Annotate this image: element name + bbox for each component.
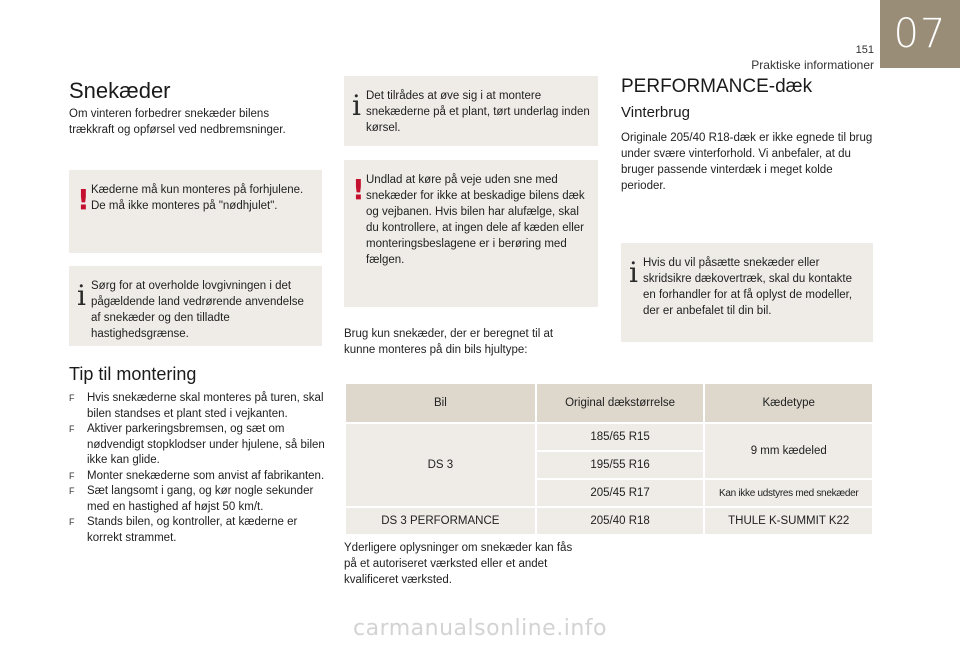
table-row bbox=[346, 424, 872, 450]
section-title-fitting-tips: Tip til montering bbox=[69, 364, 197, 384]
column-header-tyre-size: Original dækstørrelse bbox=[537, 384, 704, 422]
section-title-snow-chains: Snekæder bbox=[69, 78, 171, 103]
list-item: F Aktiver parkeringsbremsen, og sæt om nødvendigt stopklodser under hjulene, så bilen ikke kan glide. bbox=[69, 423, 325, 466]
info-note-text: Hvis du vil påsætte snekæder eller skridsikre dækovertræk, skal du kontakte en forhandler for at få oplyst de modeller, der er anbefalet til din bil. bbox=[643, 257, 853, 317]
warning-icon: ! bbox=[77, 183, 90, 216]
warning-note-front-wheels bbox=[69, 170, 322, 253]
bullet-arrow-icon: F bbox=[69, 393, 75, 403]
bullet-arrow-icon: F bbox=[69, 424, 75, 434]
info-icon: i bbox=[629, 256, 638, 289]
warning-icon: ! bbox=[352, 173, 365, 206]
use-chains-text: Brug kun snekæder, der er beregnet til at kunne monteres på din bils hjultype: bbox=[344, 328, 554, 356]
info-note-practice bbox=[344, 76, 598, 146]
warning-note-no-snow bbox=[344, 160, 598, 307]
info-note-text: Det tilrådes at øve sig i at montere snekæderne på et plant, tørt underlag inden kørsel. bbox=[366, 90, 590, 134]
bullet-arrow-icon: F bbox=[69, 470, 75, 481]
info-icon: i bbox=[352, 89, 361, 122]
info-note-text: Sørg for at overholde lovgivningen i det pågældende land vedrørende anvendelse af snekæder og den tilladte hastighedsgrænse. bbox=[91, 280, 304, 340]
section-title-performance-tyres: PERFORMANCE-dæk bbox=[621, 76, 813, 97]
further-info-text: Yderligere oplysninger om snekæder kan fås på et autoriseret værksted eller et andet kvalificeret værksted. bbox=[344, 542, 573, 586]
cell-tyre-size: 205/40 R18 bbox=[537, 508, 704, 534]
info-note-legislation bbox=[69, 266, 322, 346]
chapter-number-tab: 07 bbox=[880, 0, 960, 68]
page-number: 151 bbox=[855, 44, 874, 56]
cell-car-ds3: DS 3 bbox=[346, 424, 535, 506]
warning-note-text: Kæderne må kun monteres på forhjulene. De må ikke monteres på "nødhjulet". bbox=[91, 184, 304, 212]
table-row bbox=[346, 508, 872, 534]
list-item: F Stands bilen, og kontroller, at kæderne er korrekt strammet. bbox=[69, 516, 298, 544]
list-item: F Monter snekæderne som anvist af fabrikanten. bbox=[69, 469, 325, 485]
info-note-dealer bbox=[621, 243, 873, 342]
cell-chain-type: 9 mm kædeled bbox=[705, 424, 872, 478]
list-item: F Sæt langsomt i gang, og kør nogle sekunder med en hastighed af højst 50 km/t. bbox=[69, 485, 314, 513]
intro-text: Om vinteren forbedrer snekæder bilens trækkraft og opførsel ved nedbremsninger. bbox=[69, 108, 286, 136]
column-header-chain-type: Kædetype bbox=[705, 384, 872, 422]
cell-tyre-size: 205/45 R17 bbox=[537, 480, 704, 506]
warning-note-text: Undlad at køre på veje uden sne med snekæder for ikke at beskadige bilens dæk og vejbanen. Hvis bilen har alufælge, skal du kontrollere, at ingen dele af kæden eller monteringsbeslagene er i berøring med fælgen. bbox=[366, 174, 585, 266]
cell-tyre-size: 195/55 R16 bbox=[537, 452, 704, 478]
column-header-car: Bil bbox=[346, 384, 535, 422]
cell-car-ds3-performance: DS 3 PERFORMANCE bbox=[346, 508, 535, 534]
cell-tyre-size: 185/65 R15 bbox=[537, 424, 704, 450]
bullet-arrow-icon: F bbox=[69, 517, 75, 527]
cell-chain-type: THULE K-SUMMIT K22 bbox=[705, 508, 872, 534]
snow-chain-table bbox=[344, 382, 874, 536]
watermark: carmanualsonline.info bbox=[353, 616, 607, 641]
table-header-row bbox=[346, 384, 872, 422]
info-icon: i bbox=[77, 279, 86, 312]
subsection-title-winter-use: Vinterbrug bbox=[621, 104, 690, 121]
chapter-title: Praktiske informationer bbox=[751, 58, 874, 72]
bullet-arrow-icon: F bbox=[69, 486, 75, 496]
performance-tyres-text: Originale 205/40 R18-dæk er ikke egnede til brug under svære vinterforhold. Vi anbefaler, at du bruger passende vinterdæk i meget kolde perioder. bbox=[621, 132, 873, 192]
fitting-tips-list bbox=[69, 391, 325, 546]
cell-chain-type: Kan ikke udstyres med snekæder bbox=[705, 480, 872, 506]
list-item: F Hvis snekæderne skal monteres på turen, skal bilen standses et plant sted i vejkanten. bbox=[69, 392, 324, 420]
